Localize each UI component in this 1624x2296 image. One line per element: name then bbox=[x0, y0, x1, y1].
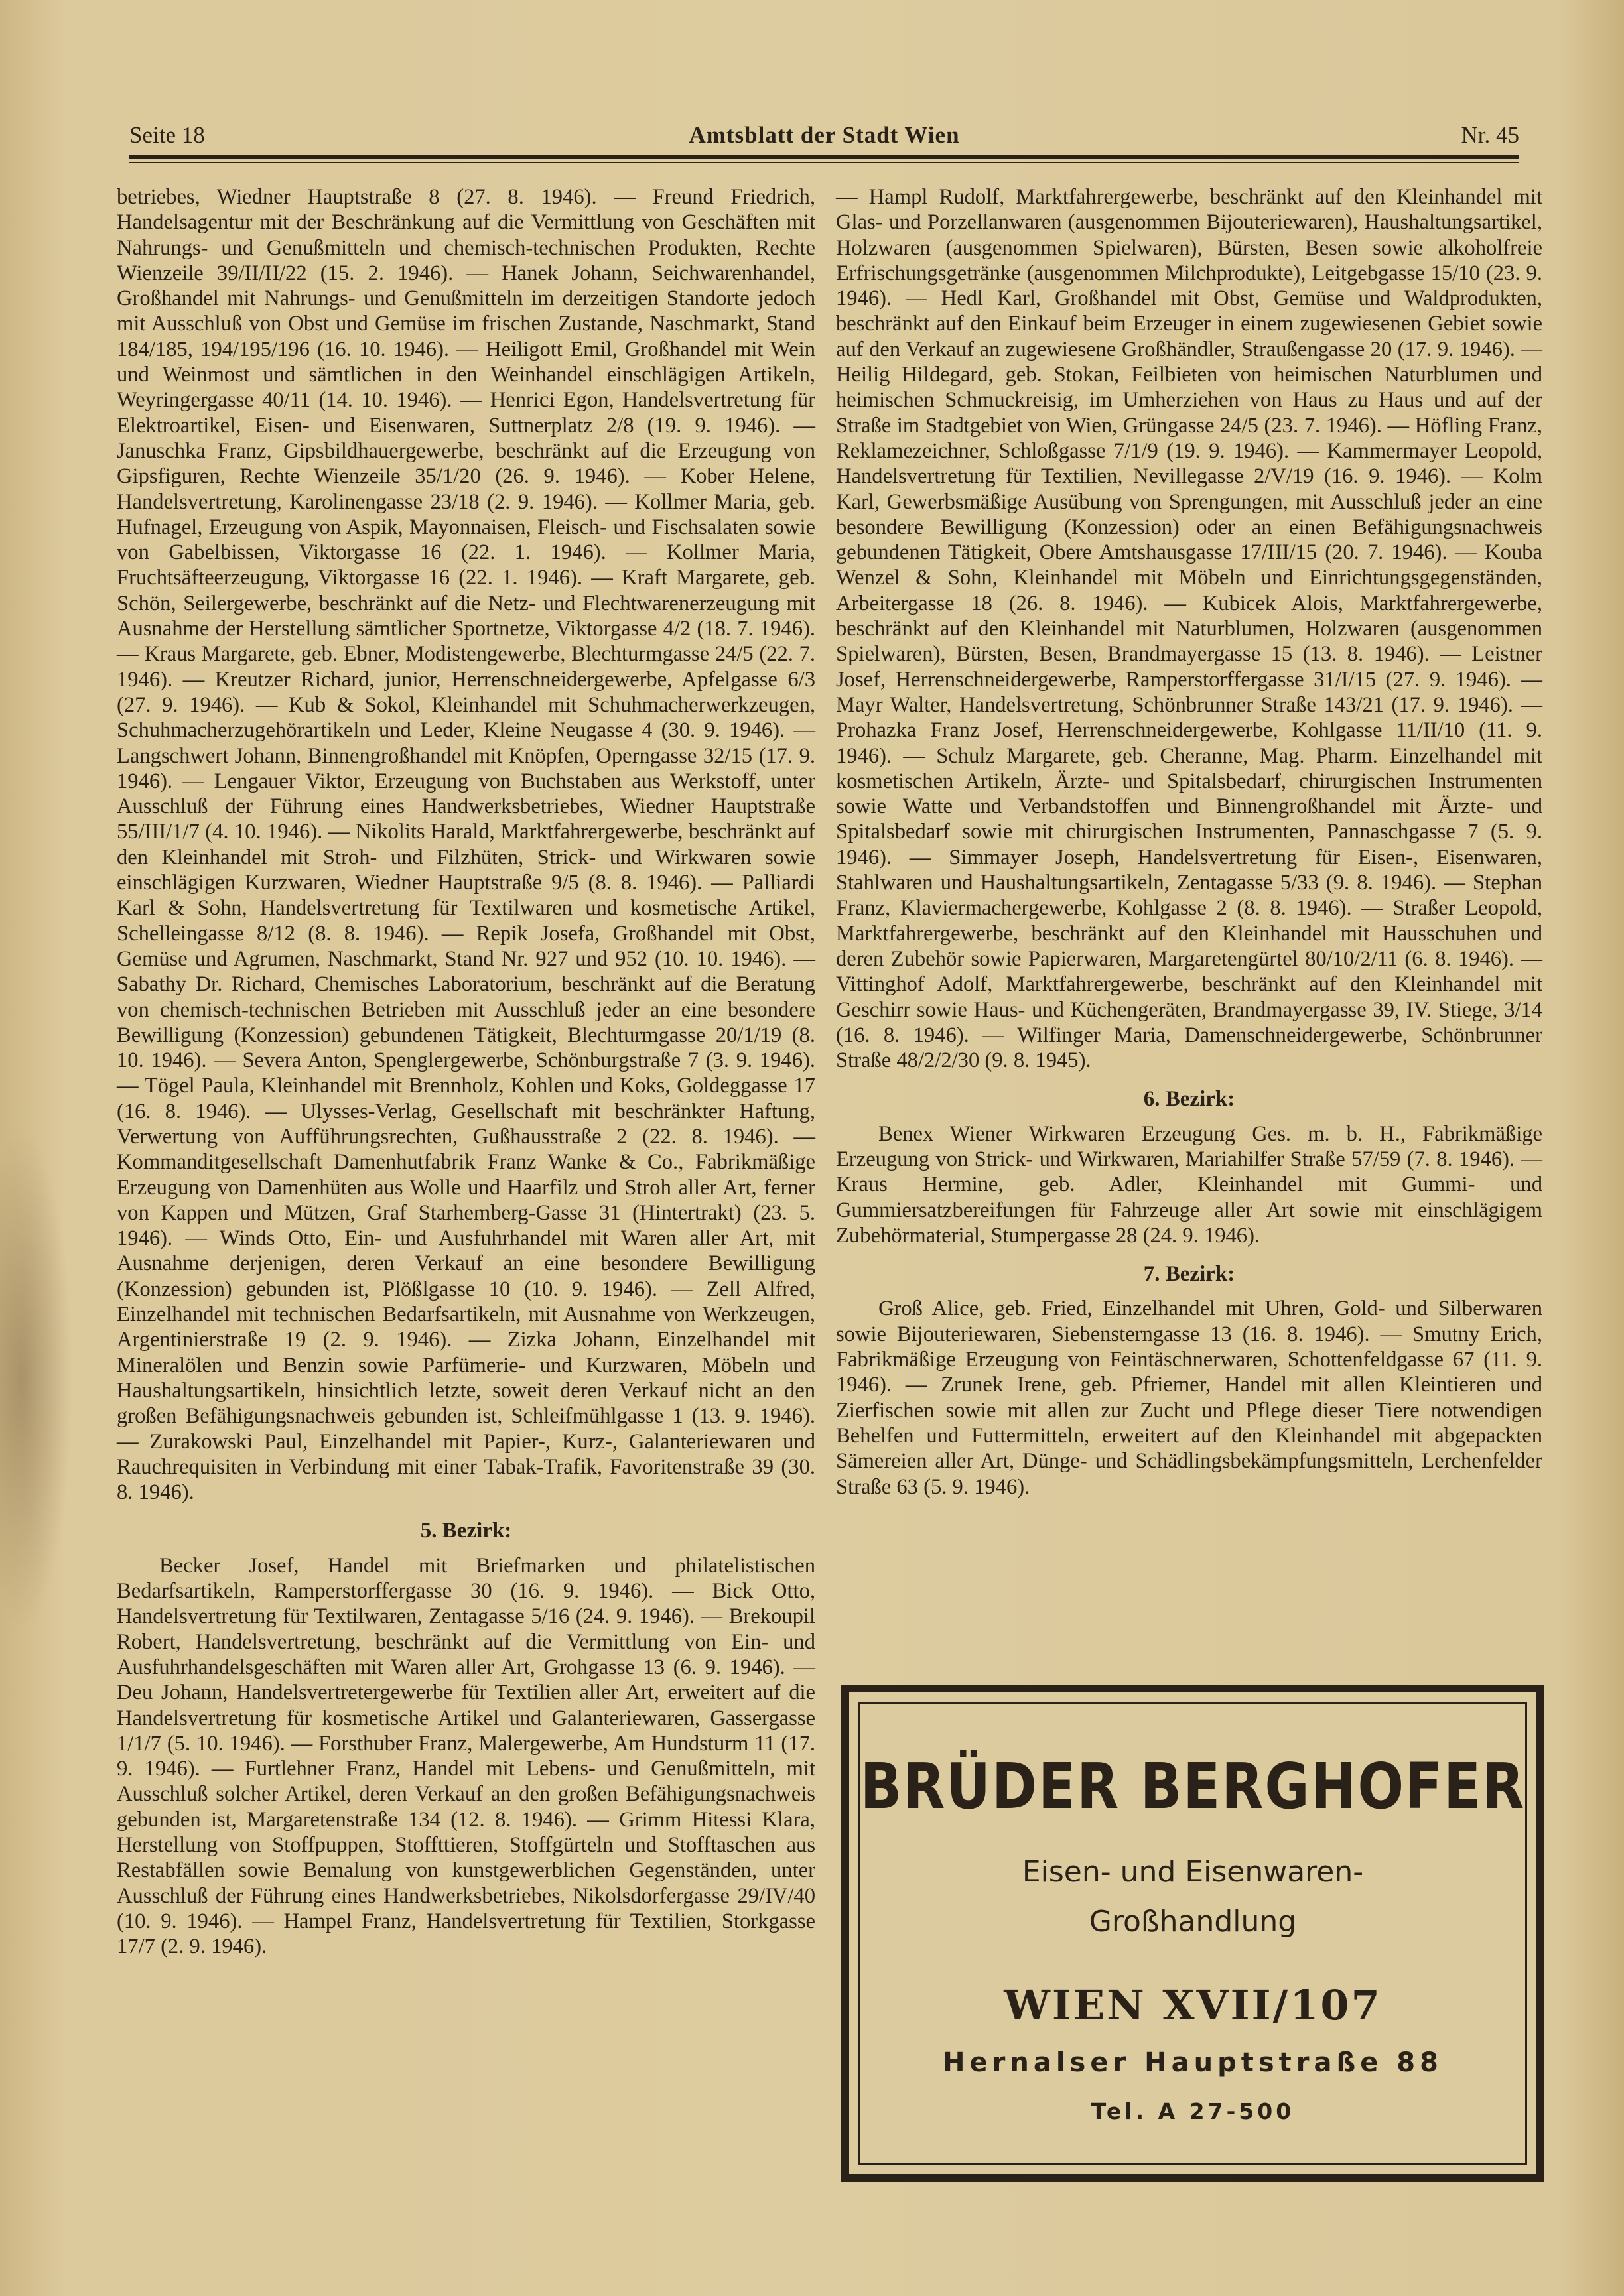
left-paragraph-1: betriebes, Wiedner Hauptstraße 8 (27. 8. 1946). — Freund Friedrich, Handelsagentur mit der Beschränkung auf die Vermittlung von Geschäften mit Nahrungs- und Genußmitteln und chemisch-technischen Produkten, Rechte Wienzeile 39/II/II/22 (15. 2. 1946). — Hanek Johann, Seichwarenhandel, Großhandel mit Nahrungs- und Genußmitteln im derzeitigen Standorte jedoch mit Ausschluß von Obst und Gemüse im frischen Zustande, Naschmarkt, Stand 184/185, 194/195/196 (16. 10. 1946). — Heiligott Emil, Großhandel mit Wein und Weinmost und sämtlichen in den Weinhandel einschlägigen Artikeln, Weyringergasse 40/11 (14. 10. 1946). — Henrici Egon, Handelsvertretung für Elektroartikel, Eisen- und Eisenwaren, Suttnerplatz 2/8 (19. 9. 1946). — Januschka Franz, Gipsbildhauergewerbe, beschränkt auf die Erzeugung von Gipsfiguren, Rechte Wienzeile 35/1/20 (26. 9. 1946). — Kober Helene, Handelsvertretung, Karolinengasse 23/18 (2. 9. 1946). — Kollmer Maria, geb. Hufnagel, Erzeugung von Aspik, Mayonnaisen, Fleisch- und Fischsalaten sowie von Gabelbissen, Viktorgasse 16 (22. 1. 1946). — Kollmer Maria, Fruchtsäfteerzeugung, Viktorgasse 16 (22. 1. 1946). — Kraft Margarete, geb. Schön, Seilergewerbe, beschränkt auf die Netz- und Flechtwarenerzeugung mit Ausnahme der Herstellung sämtlicher Sportnetze, Viktorgasse 4/2 (18. 7. 1946). — Kraus Margarete, geb. Ebner, Modistengewerbe, Blechturmgasse 24/5 (22. 7. 1946). — Kreutzer Richard, junior, Herrenschneidergewerbe, Apfelgasse 6/3 (27. 9. 1946). — Kub & Sokol, Kleinhandel mit Schuhmacherwerkzeugen, Schuhmacherzugehörartikeln und Leder, Kleine Neugasse 4 (30. 9. 1946). — Langschwert Johann, Binnengroßhandel mit Knöpfen, Operngasse 32/15 (17. 9. 1946). — Lengauer Viktor, Erzeugung von Buchstaben aus Werkstoff, unter Ausschluß der Führung eines Handwerksbetriebes, Wiedner Hauptstraße 55/III/1/7 (4. 10. 1946). — Nikolits Harald, Marktfahrergewerbe, beschränkt auf den Kleinhandel mit Stroh- und Filzhüten, Strick- und Wirkwaren sowie einschlägigen Kurzwaren, Wiedner Hauptstraße 9/5 (8. 8. 1946). — Palliardi Karl & Sohn, Handelsvertretung für Textilwaren und kosmetische Artikel, Schelleingasse 8/12 (8. 8. 1946). — Repik Josefa, Großhandel mit Obst, Gemüse und Agrumen, Naschmarkt, Stand Nr. 927 und 952 (10. 10. 1946). — Sabathy Dr. Richard, Chemisches Laboratorium, beschränkt auf die Beratung von chemisch-technischen Betrieben mit Ausschluß jeder an eine besondere Bewilligung (Konzession) gebundenen Tätigkeit, Blechturmgasse 20/1/19 (8. 10. 1946). — Severa Anton, Spenglergewerbe, Schönburgstraße 7 (3. 9. 1946). — Tögel Paula, Kleinhandel mit Brennholz, Kohlen und Koks, Goldeggasse 17 (16. 8. 1946). — Ulysses-Verlag, Gesellschaft mit beschränkter Haftung, Verwertung von Aufführungsrechten, Gußhausstraße 2 (22. 8. 1946). — Kommanditgesellschaft Damenhutfabrik Franz Wanke & Co., Fabrikmäßige Erzeugung von Damenhüten aus Wolle und Haarfilz und Stroh aller Art, ferner von Kappen und Mützen, Graf Starhemberg-Gasse 31 (Hintertrakt) (23. 5. 1946). — Winds Otto, Ein- und Ausfuhrhandel mit Waren aller Art, mit Ausnahme derjenigen, deren Verkauf an eine besondere Bewilligung (Konzession) gebunden ist, Plößlgasse 10 (10. 9. 1946). — Zell Alfred, Einzelhandel mit technischen Bedarfsartikeln, mit Ausnahme von Werkzeugen, Argentinierstraße 19 (2. 9. 1946). — Zizka Johann, Einzelhandel mit Mineralölen und Benzin sowie Parfümerie- und Kurzwaren, Möbeln und Haushaltungsartikeln, hinsichtlich letzte, soweit deren Verkauf nicht an den großen Befähigungsnachweis gebunden ist, Schleifmühlgasse 1 (13. 9. 1946). — Zurakowski Paul, Einzelhandel mit Papier-, Kurz-, Galanteriewaren und Rauchrequisiten in Verbindung mit einer Tabak-Trafik, Favoritenstraße 39 (30. 8. 1946). bbox=[117, 185, 815, 1505]
ad-street: Hernalser Hauptstraße 88 bbox=[943, 2047, 1443, 2078]
advertisement bbox=[841, 1685, 1544, 2182]
publication-title: Amtsblatt der Stadt Wien bbox=[689, 122, 960, 148]
header-rule-thin bbox=[129, 162, 1519, 163]
heading-bezirk-7: 7. Bezirk: bbox=[1143, 1262, 1235, 1287]
right-paragraph-2: Benex Wiener Wirkwaren Erzeugung Ges. m. b. H., Fabrikmäßige Erzeugung von Strick- und Wirkwaren, Mariahilfer Straße 57/59 (7. 8. 1946). — Kraus Hermine, geb. Adler, Kleinhandel mit Gummi- und Gummiersatzbereifungen für Fahrzeuge aller Art sowie mit einschlägigem Zubehörmaterial, Stumpergasse 28 (24. 9. 1946). bbox=[836, 1121, 1542, 1247]
left-column bbox=[117, 184, 815, 2174]
ad-company-name: BRÜDER BERGHOFER bbox=[860, 1750, 1526, 1824]
right-column bbox=[836, 184, 1542, 1677]
header-rule bbox=[129, 155, 1519, 159]
right-paragraph-1: — Hampl Rudolf, Marktfahrergewerbe, beschränkt auf den Kleinhandel mit Glas- und Porzellanwaren (ausgenommen Bijouteriewaren), Haushaltungsartikel, Holzwaren (ausgenommen Spielwaren), Bürsten, Besen sowie alkoholfreie Erfrischungsgetränke (ausgenommen Milchprodukte), Leitgebgasse 15/10 (23. 9. 1946). — Hedl Karl, Großhandel mit Obst, Gemüse und Waldprodukten, beschränkt auf den Einkauf beim Erzeuger in einem zugewiesenen Gebiet sowie auf den Verkauf an zugewiesene Großhändler, Straußengasse 20 (17. 9. 1946). — Heilig Hildegard, geb. Stokan, Feilbieten von heimischen Naturblumen und heimischen Schmuckreisig, im Umherziehen von Haus zu Haus und auf der Straße im Stadtgebiet von Wien, Grüngasse 24/5 (23. 7. 1946). — Höfling Franz, Reklamezeichner, Schloßgasse 7/1/9 (19. 9. 1946). — Kammermayer Leopold, Handelsvertretung für Textilien, Nevillegasse 2/V/19 (16. 9. 1946). — Kolm Karl, Gewerbsmäßige Ausübung von Sprengungen, mit Ausschluß jeder an eine besondere Bewilligung (Konzession) oder an einen Befähigungsnachweis gebundenen Tätigkeit, Obere Amtshausgasse 17/III/15 (20. 7. 1946). — Kouba Wenzel & Sohn, Kleinhandel mit Möbeln und Einrichtungsgegenständen, Arbeitergasse 18 (26. 8. 1946). — Kubicek Alois, Marktfahrergewerbe, beschränkt auf den Kleinhandel mit Naturblumen, Holzwaren (ausgenommen Spielwaren), Bürsten, Besen, Brandmayergasse 15 (13. 8. 1946). — Leistner Josef, Herrenschneidergewerbe, Ramperstorffergasse 31/I/15 (27. 9. 1946). — Mayr Walter, Handelsvertretung, Schönbrunner Straße 143/21 (17. 9. 1946). — Prohazka Franz Josef, Herrenschneidergewerbe, Kohlgasse 11/II/10 (11. 9. 1946). — Schulz Margarete, geb. Cheranne, Mag. Pharm. Einzelhandel mit kosmetischen Artikeln, Ärzte- und Spitalsbedarf, chirurgischen Instrumenten sowie Watte und Verbandstoffen und Binnengroßhandel mit Ärzte- und Spitalsbedarf sowie mit chirurgischen Instrumenten, Pannaschgasse 7 (5. 9. 1946). — Simmayer Joseph, Handelsvertretung für Eisen-, Eisenwaren, Stahlwaren und Haushaltungsartikeln, Zentagasse 5/33 (9. 8. 1946). — Stephan Franz, Klaviermachergewerbe, Kohlgasse 2 (8. 8. 1946). — Straßer Leopold, Marktfahrergewerbe, beschränkt auf den Kleinhandel mit Hausschuhen und deren Zubehör sowie Papierwaren, Margaretengürtel 80/10/2/11 (6. 8. 1946). — Vittinghof Adolf, Marktfahrergewerbe, beschränkt auf den Kleinhandel mit Geschirr sowie Haus- und Küchengeräten, Brandmayergasse 39, IV. Stiege, 3/14 (16. 8. 1946). — Wilfinger Maria, Damenschneidergewerbe, Schönbrunner Straße 48/2/2/30 (9. 8. 1945). bbox=[836, 185, 1542, 1073]
ad-line-2: Großhandlung bbox=[1089, 1905, 1297, 1939]
heading-bezirk-5: 5. Bezirk: bbox=[420, 1519, 512, 1543]
left-paragraph-2: Becker Josef, Handel mit Briefmarken und philatelistischen Bedarfsartikeln, Ramperstorffergasse 30 (16. 9. 1946). — Bick Otto, Handelsvertretung für Textilwaren, Zentagasse 5/16 (24. 9. 1946). — Brekoupil Robert, Handelsvertretung, beschränkt auf die Vermittlung von Ein- und Ausfuhrhandelsgeschäften mit Waren aller Art, Grohgasse 13 (6. 9. 1946). — Deu Johann, Handelsvertretergewerbe für Textilien aller Art, erweitert auf die Handelsvertretung für kosmetische Artikel und Galanteriewaren, Gassergasse 1/1/7 (5. 10. 1946). — Forsthuber Franz, Malergewerbe, Am Hundsturm 11 (17. 9. 1946). — Furtlehner Franz, Handel mit Lebens- und Genußmitteln, mit Ausschluß solcher Artikel, deren Verkauf an den großen Befähigungsnachweis gebunden ist, Margaretenstraße 134 (12. 8. 1946). — Grimm Hitessi Klara, Herstellung von Stoffpuppen, Stoffttieren, Stoffgürteln und Stofftaschen aus Restabfällen sowie Bemalung von kunstgewerblichen Gegenständen, unter Ausschluß der Führung eines Handwerksbetriebes, Nikolsdorfergasse 29/IV/40 (10. 9. 1946). — Hampel Franz, Handelsvertretung für Textilien, Storkgasse 17/7 (2. 9. 1946). bbox=[117, 1553, 815, 1959]
page-number: Seite 18 bbox=[129, 122, 205, 148]
ad-telephone: Tel. A 27-500 bbox=[1091, 2098, 1295, 2124]
ad-city: WIEN XVII/107 bbox=[1004, 1981, 1382, 2029]
page-header bbox=[129, 118, 1519, 153]
heading-bezirk-6: 6. Bezirk: bbox=[1143, 1087, 1235, 1112]
issue-number: Nr. 45 bbox=[1461, 122, 1519, 148]
paper-stain bbox=[0, 1127, 73, 1631]
ad-line-1: Eisen- und Eisenwaren- bbox=[1022, 1855, 1364, 1889]
right-paragraph-3: Groß Alice, geb. Fried, Einzelhandel mit Uhren, Gold- und Silberwaren sowie Bijouteriewaren, Siebensterngasse 13 (16. 8. 1946). — Smutny Erich, Fabrikmäßige Erzeugung von Feintäschnerwaren, Schottenfeldgasse 67 (11. 9. 1946). — Zrunek Irene, geb. Pfriemer, Handel mit allen Kleintieren und Zierfischen sowie mit allen zur Zucht und Pflege dieser Tiere notwendigen Behelfen und Futtermitteln, erweitert auf den Kleinhandel mit abgepackten Sämereien aller Art, Dünge- und Schädlingsbekämpfungsmitteln, Lerchenfelder Straße 63 (5. 9. 1946). bbox=[836, 1297, 1542, 1499]
